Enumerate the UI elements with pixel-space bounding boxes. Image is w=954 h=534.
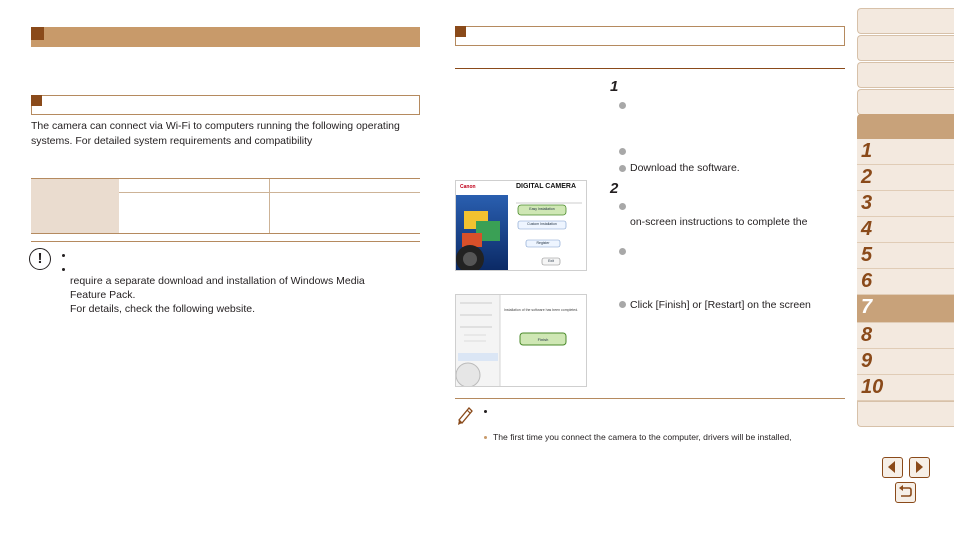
nav-chapter-8[interactable]: 8: [857, 323, 954, 349]
nav-tab-active-group[interactable]: [857, 114, 954, 139]
prev-page-icon: [883, 458, 901, 476]
caution-bullet-1: [62, 254, 65, 257]
nav-chapter-6[interactable]: 6: [857, 269, 954, 295]
table-top-rule: [31, 178, 420, 179]
nav-tab-preliminary[interactable]: [857, 35, 954, 61]
table-bottom-rule: [31, 233, 420, 234]
step2-finish-text: Click [Finish] or [Restart] on the screen: [630, 299, 811, 311]
subsection-header-marker: [455, 26, 466, 37]
nav-chapter-2[interactable]: 2: [857, 165, 954, 191]
nav-chapter-1[interactable]: 1: [857, 139, 954, 165]
step-number-2: 2: [610, 180, 619, 197]
step-number-1: 1: [610, 78, 619, 95]
return-icon: [896, 483, 914, 501]
nav-chapter-10[interactable]: 10: [857, 375, 954, 401]
caution-bullet-2: [62, 268, 65, 271]
caution-icon: !: [29, 248, 51, 270]
subsection-header-os: [31, 95, 420, 115]
return-button[interactable]: [895, 482, 916, 503]
next-page-button[interactable]: [909, 457, 930, 478]
nav-tab-contents[interactable]: [857, 62, 954, 88]
nav-tab-cover[interactable]: [857, 8, 954, 34]
step2-bullet-2: [619, 248, 626, 255]
step2-instructions-text: on-screen instructions to complete the: [630, 216, 808, 228]
step1-download-text: Download the software.: [630, 162, 740, 174]
note-bullet-2: [484, 436, 487, 439]
steps-top-rule: [455, 68, 845, 69]
nav-tab-basic[interactable]: [857, 89, 954, 115]
note-drivers-text: The first time you connect the camera to the computer, drivers will be installed,: [493, 432, 792, 442]
step1-bullet-2: [619, 148, 626, 155]
register-button[interactable]: Register: [536, 241, 550, 245]
nav-chapter-3[interactable]: 3: [857, 191, 954, 217]
note-top-rule: [455, 398, 845, 399]
easy-installation-button[interactable]: Easy Installation: [529, 207, 555, 211]
nav-chapter-5[interactable]: 5: [857, 243, 954, 269]
note-bullet-1: [484, 410, 487, 413]
caution-line-1: require a separate download and installation of Windows Media: [70, 275, 365, 287]
completion-message: Installation of the software has been completed.: [504, 308, 579, 312]
next-page-icon: [910, 458, 928, 476]
canon-logo: Canon: [460, 184, 476, 190]
subsection-header-marker: [31, 95, 42, 106]
step1-bullet-3: [619, 165, 626, 172]
caution-line-3: For details, check the following website.: [70, 303, 256, 315]
caution-top-rule: [31, 241, 420, 242]
caution-line-2: Feature Pack.: [70, 289, 136, 301]
prev-page-button[interactable]: [882, 457, 903, 478]
intro-paragraph: The camera can connect via Wi-Fi to computers running the following operating systems. For detailed system requirements and compatibility: [31, 120, 400, 147]
nav-chapter-4[interactable]: 4: [857, 217, 954, 243]
finish-button[interactable]: Finish: [537, 337, 549, 342]
install-complete-screenshot: [455, 294, 587, 387]
installer-screenshot: [455, 180, 587, 271]
table-column-divider: [269, 179, 270, 233]
section-header-bar: [31, 27, 420, 47]
nav-tab-index[interactable]: [857, 401, 954, 427]
step2-bullet-1: [619, 203, 626, 210]
nav-chapter-7[interactable]: 7: [857, 295, 954, 323]
product-title: DIGITAL CAMERA: [516, 183, 577, 190]
exit-button[interactable]: Exit: [548, 259, 554, 263]
step2-bullet-3: [619, 301, 626, 308]
step1-bullet-1: [619, 102, 626, 109]
custom-installation-button[interactable]: Custom Installation: [527, 222, 557, 226]
subsection-header-install: [455, 26, 845, 46]
pencil-icon: [455, 402, 475, 426]
nav-chapter-9[interactable]: 9: [857, 349, 954, 375]
section-header-marker: [31, 27, 44, 40]
table-header-cell: [31, 179, 119, 233]
